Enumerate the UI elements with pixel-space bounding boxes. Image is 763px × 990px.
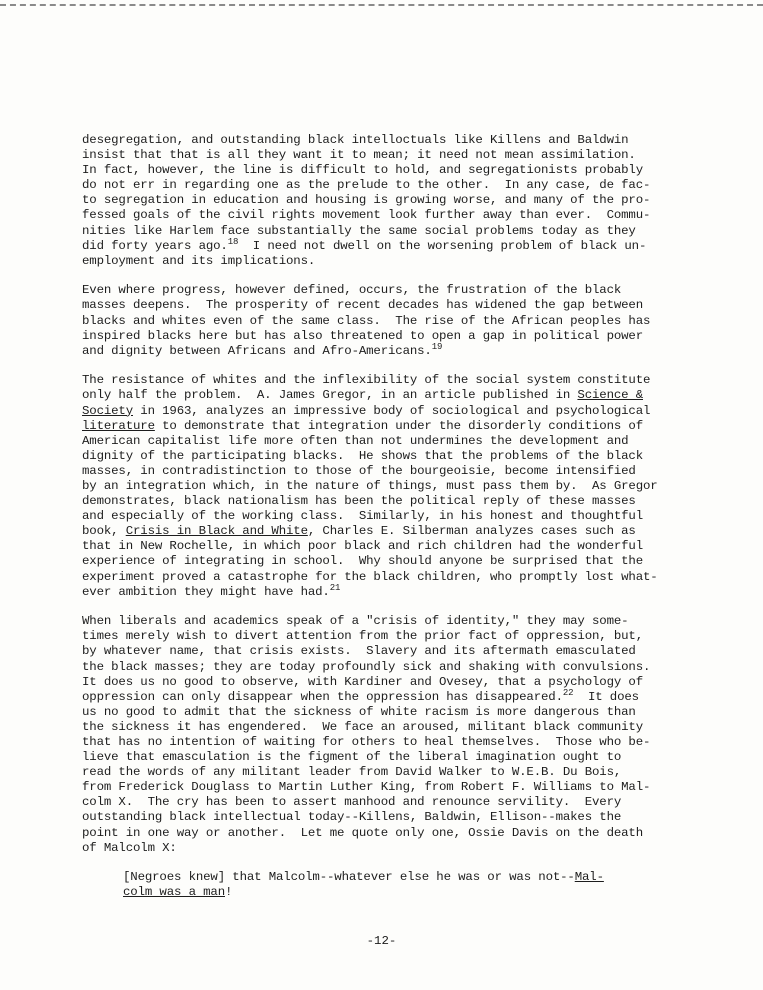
text-line: the black masses; they are today profoundly sick and shaking with convulsions. — [82, 659, 651, 674]
text-line: American capitalist life more often than not undermines the development and — [82, 433, 629, 448]
text-fragment: did forty years ago. — [82, 238, 228, 253]
footnote-marker: 22 — [562, 687, 574, 698]
text-line: desegregation, and outstanding black intelloctuals like Killens and Baldwin — [82, 133, 629, 147]
text-fragment: to demonstrate that integration under the disorderly conditions of — [154, 418, 643, 433]
paragraph-2 — [82, 283, 682, 358]
text-fragment: only half the problem. A. James Gregor, in an article published in — [82, 388, 578, 403]
text-line — [82, 419, 682, 434]
text-fragment: and dignity between Africans and Afro-Americans. — [82, 343, 432, 358]
underlined-phrase: colm was a man — [123, 885, 225, 900]
text-line: that in New Rochelle, in which poor black and rich children had the wonderful — [82, 539, 643, 554]
text-line — [82, 524, 682, 539]
text-line — [82, 687, 682, 705]
page-number: -12- — [366, 934, 397, 948]
text-line: masses deepens. The prosperity of recent decades has widened the gap between — [82, 298, 643, 313]
book-title: Crisis in Black and White — [125, 524, 308, 539]
text-line: nities like Harlem face substantially the same social problems today as they — [82, 223, 636, 238]
text-line: from Frederick Douglass to Martin Luther King, from Robert F. Williams to Mal- — [82, 780, 651, 795]
text-fragment: oppression can only disappear when the oppression has disappeared. — [82, 689, 563, 704]
underlined-word: literature — [82, 418, 155, 433]
text-fragment: ever ambition they might have had. — [82, 584, 330, 599]
text-line: point in one way or another. Let me quote only one, Ossie Davis on the death — [82, 825, 643, 840]
block-quote — [123, 870, 682, 900]
text-line — [82, 388, 682, 403]
text-line — [82, 341, 682, 359]
quote-line — [123, 885, 682, 900]
text-line: colm X. The cry has been to assert manhood and renounce servility. Every — [82, 795, 622, 810]
underlined-phrase: Mal- — [574, 870, 604, 885]
text-line: outstanding black intellectual today--Killens, Baldwin, Ellison--makes the — [82, 810, 622, 825]
paragraph-1 — [82, 133, 682, 269]
text-fragment: It does — [573, 689, 639, 704]
journal-title: Science & — [577, 388, 643, 403]
text-fragment: I need not dwell on the worsening problem of black un- — [238, 238, 647, 253]
text-line: fessed goals of the civil rights movement look further away than ever. Commu- — [82, 208, 651, 223]
text-line: to segregation in education and housing is growing worse, and many of the pro- — [82, 193, 651, 208]
text-line: by an integration which, in the nature of things, must pass them by. As Gregor — [82, 478, 658, 493]
text-line: masses, in contradistinction to those of the bourgeoisie, become intensified — [82, 463, 636, 478]
text-line: that has no intention of waiting for others to heal themselves. Those who be- — [82, 734, 651, 749]
scan-top-edge — [0, 0, 763, 6]
document-body — [82, 133, 682, 900]
text-line: experience of integrating in school. Why should anyone be surprised that the — [82, 554, 643, 569]
quote-line — [123, 870, 682, 885]
text-line: In fact, however, the line is difficult to hold, and segregationists probably — [82, 163, 643, 178]
text-line: insist that that is all they want it to mean; it need not mean assimilation. — [82, 148, 636, 163]
text-line: by whatever name, that crisis exists. Slavery and its aftermath emasculated — [82, 644, 636, 659]
text-line: and especially of the working class. Similarly, in his honest and thoughtful — [82, 509, 643, 524]
text-fragment: ! — [225, 885, 233, 900]
text-line: the sickness it has engendered. We face an aroused, militant black community — [82, 719, 643, 734]
text-line: demonstrates, black nationalism has been the political reply of these masses — [82, 494, 636, 509]
text-line: Even where progress, however defined, occurs, the frustration of the black — [82, 283, 622, 298]
text-line — [82, 404, 682, 419]
text-fragment: [Negroes knew] that Malcolm--whatever else he was or was not-- — [123, 870, 575, 885]
text-line: When liberals and academics speak of a "crisis of identity," they may some- — [82, 614, 629, 629]
footnote-marker: 21 — [329, 582, 341, 593]
text-line: dignity of the participating blacks. He shows that the problems of the black — [82, 448, 643, 463]
journal-title: Society — [82, 403, 133, 418]
paragraph-3 — [82, 373, 682, 599]
text-line — [82, 582, 682, 600]
text-line: of Malcolm X: — [82, 840, 177, 855]
text-fragment: book, — [82, 524, 126, 539]
text-line: The resistance of whites and the inflexibility of the social system constitute — [82, 373, 651, 388]
text-line: experiment proved a catastrophe for the black children, who promptly lost what- — [82, 569, 658, 584]
text-line: do not err in regarding one as the prelude to the other. In any case, de fac- — [82, 178, 651, 193]
text-line: us no good to admit that the sickness of white racism is more dangerous than — [82, 704, 636, 719]
footnote-marker: 19 — [431, 341, 443, 352]
text-line: read the words of any militant leader from David Walker to W.E.B. Du Bois, — [82, 765, 622, 780]
text-line: It does us no good to observe, with Kardiner and Ovesey, that a psychology of — [82, 674, 643, 689]
text-fragment: in 1963, analyzes an impressive body of sociological and psychological — [133, 403, 651, 418]
text-line: blacks and whites even of the same class. The rise of the African peoples has — [82, 313, 651, 328]
footnote-marker: 18 — [227, 236, 239, 247]
text-line: lieve that emasculation is the figment of the liberal imagination ought to — [82, 750, 622, 765]
paragraph-4 — [82, 614, 682, 856]
text-line — [82, 236, 682, 254]
text-fragment: , Charles E. Silberman analyzes cases such as — [307, 524, 636, 539]
text-line: times merely wish to divert attention from the prior fact of oppression, but, — [82, 629, 643, 644]
text-line: inspired blacks here but has also threatened to open a gap in political power — [82, 328, 643, 343]
text-line: employment and its implications. — [82, 253, 316, 268]
